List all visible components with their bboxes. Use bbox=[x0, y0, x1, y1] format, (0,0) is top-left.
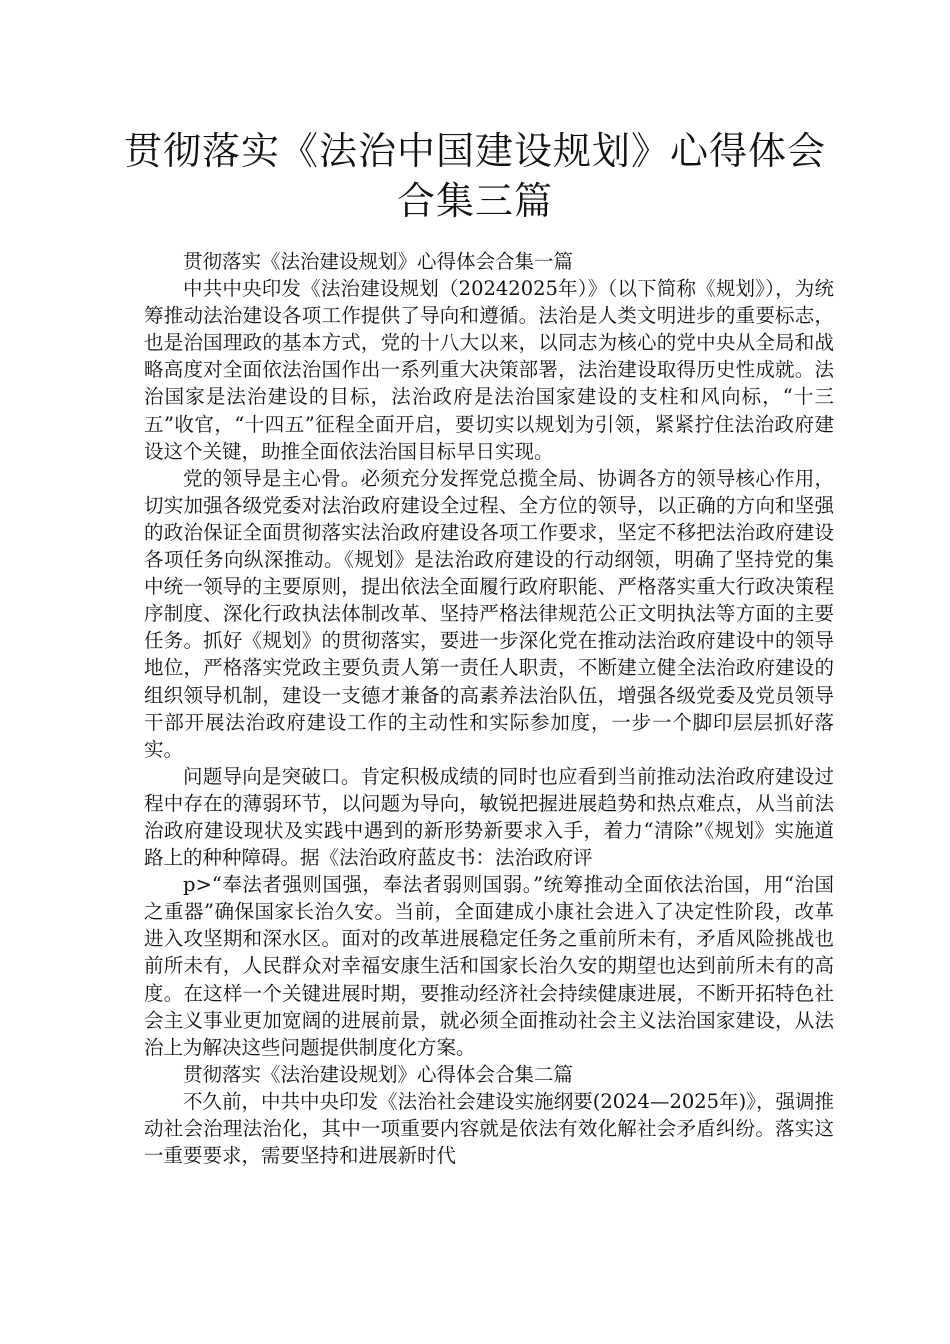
paragraph-social-governance: 不久前，中共中央印发《法治社会建设实施纲要(2024—2025年)》，强调推动社会治理法治化，其中一项重要内容就是依法有效化解社会矛盾纠纷。落实这一重要要求，需要坚持和进展新时代 bbox=[144, 1089, 834, 1168]
paragraph-intro: 中共中央印发《法治建设规划（20242025年）》（以下简称《规划》），为统筹推动法治建设各项工作提供了导向和遵循。法治是人类文明进步的重要标志，也是治国理政的基本方式，党的十八大以来，以同志为核心的党中央从全局和战略高度对全面依法治国作出一系列重大决策部署，法治建设取得历史性成就。法治国家是法治建设的目标，法治政府是法治国家建设的支柱和风向标，“十三五”收官，“十四五”征程全面开启，要切实以规划为引领，紧紧拧住法治政府建设这个关键，助推全面依法治国目标早日实现。 bbox=[144, 277, 834, 463]
title-line-2: 合集三篇 bbox=[396, 179, 553, 223]
document-body bbox=[144, 248, 834, 1169]
paragraph-problem-orientation: 问题导向是突破口。肯定积极成绩的同时也应看到当前推动法治政府建设过程中存在的薄弱环节，以问题为导向，敏锐把握进展趋势和热点难点，从当前法治政府建设现状及实践中遇到的新形势新要求入手，着力“清除”《规划》实施道路上的种种障碍。据《法治政府蓝皮书：法治政府评 bbox=[144, 764, 834, 870]
title-line-1: 贯彻落实《法治中国建设规划》心得体会 bbox=[123, 129, 826, 173]
document-title bbox=[100, 126, 850, 226]
paragraph-rule-of-law: p>“奉法者强则国强，奉法者弱则国弱。”统筹推动全面依法治国，用“治国之重器”确保国家长治久安。当前，全面建成小康社会进入了决定性阶段，改革进入攻坚期和深水区。面对的改革进展稳定任务之重前所未有，矛盾风险挑战也前所未有，人民群众对幸福安康生活和国家长治久安的期望也达到前所未有的高度。在这样一个关键进展时期，要推动经济社会持续健康进展，不断开拓特色社会主义事业更加宽阔的进展前景，就必须全面推动社会主义法治国家建设，从法治上为解决这些问题提供制度化方案。 bbox=[144, 873, 834, 1059]
section-heading-2: 贯彻落实《法治建设规划》心得体会合集二篇 bbox=[183, 1062, 574, 1086]
section-heading-1: 贯彻落实《法治建设规划》心得体会合集一篇 bbox=[183, 250, 574, 273]
paragraph-party-leadership: 党的领导是主心骨。必须充分发挥党总揽全局、协调各方的领导核心作用，切实加强各级党委对法治政府建设全过程、全方位的领导，以正确的方向和坚强的政治保证全面贯彻落实法治政府建设各项工作要求，坚定不移把法治政府建设各项任务向纵深推动。《规划》是法治政府建设的行动纲领，明确了坚持党的集中统一领导的主要原则，提出依法全面履行政府职能、严格落实重大行政决策程序制度、深化行政执法体制改革、坚持严格法律规范公正文明执法等方面的主要任务。抓好《规划》的贯彻落实，要进一步深化党在推动法治政府建设中的领导地位，严格落实党政主要负责人第一责任人职责，不断建立健全法治政府建设的组织领导机制，建设一支德才兼备的高素养法治队伍，增强各级党委及党员领导干部开展法治政府建设工作的主动性和实际参加度，一步一个脚印层层抓好落实。 bbox=[144, 466, 834, 761]
